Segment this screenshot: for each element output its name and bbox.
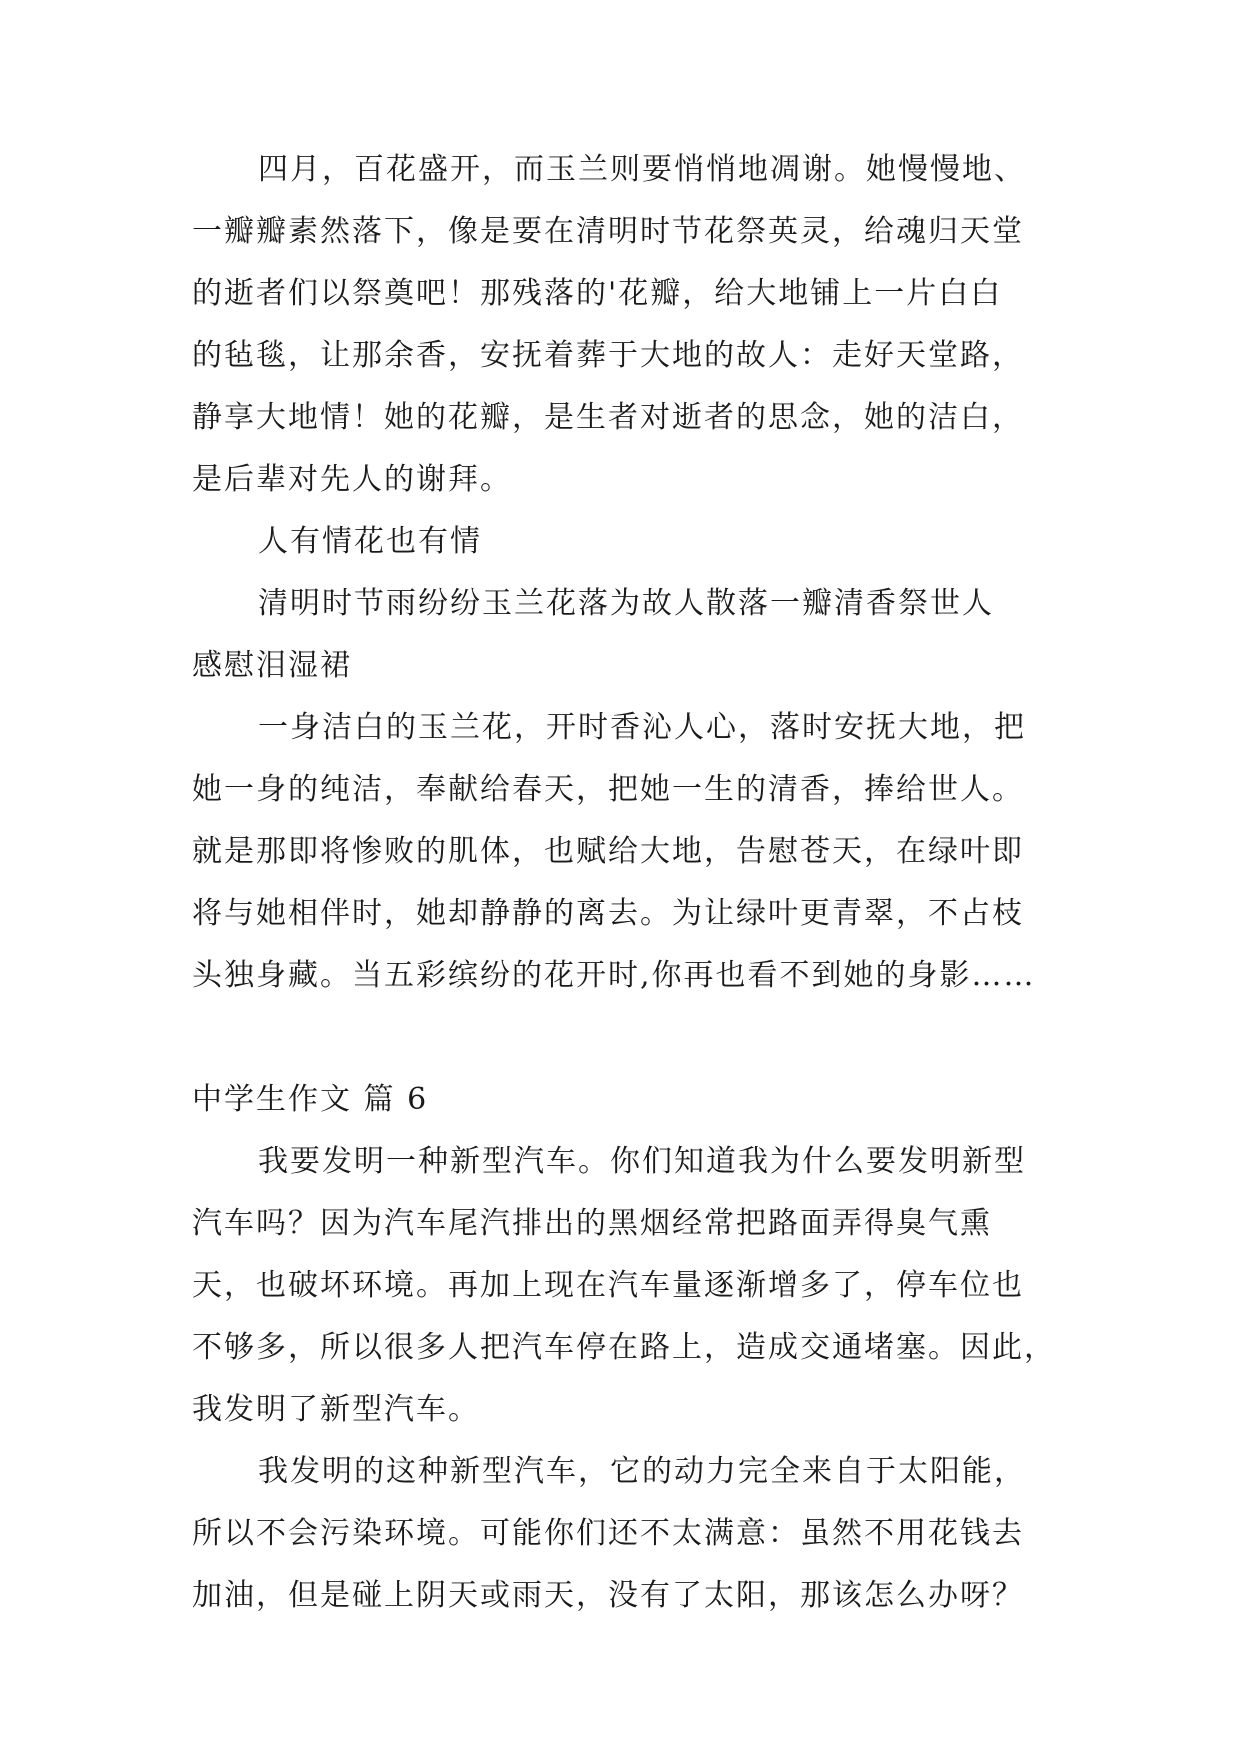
text-line: 我要发明一种新型汽车。你们知道我为什么要发明新型 xyxy=(258,1144,1026,1179)
section-subtitle: 人有情花也有情 xyxy=(258,524,482,559)
text-line: 的逝者们以祭奠吧！那残落的'花瓣，给大地铺上一片白白 xyxy=(192,276,1003,311)
text-line: 天，也破坏环境。再加上现在汽车量逐渐增多了，停车位也 xyxy=(192,1268,1024,1303)
text-line: 头独身藏。当五彩缤纷的花开时,你再也看不到她的身影…… xyxy=(192,958,1036,993)
text-line: 汽车吗？因为汽车尾汽排出的黑烟经常把路面弄得臭气熏 xyxy=(192,1206,992,1241)
text-line: 一身洁白的玉兰花，开时香沁人心，落时安抚大地，把 xyxy=(258,710,1026,745)
text-line: 静享大地情！她的花瓣，是生者对逝者的思念，她的洁白， xyxy=(192,400,1024,435)
text-line: 的毡毯，让那余香，安抚着葬于大地的故人：走好天堂路， xyxy=(192,338,1024,373)
text-line: 一瓣瓣素然落下，像是要在清明时节花祭英灵，给魂归天堂 xyxy=(192,214,1024,249)
text-line: 四月，百花盛开，而玉兰则要悄悄地凋谢。她慢慢地、 xyxy=(258,152,1026,187)
text-line: 感慰泪湿裙 xyxy=(192,648,352,683)
text-line: 加油，但是碰上阴天或雨天，没有了太阳，那该怎么办呀？ xyxy=(192,1578,1024,1613)
text-line: 我发明了新型汽车。 xyxy=(192,1392,480,1427)
text-line: 所以不会污染环境。可能你们还不太满意：虽然不用花钱去 xyxy=(192,1516,1024,1551)
text-line: 将与她相伴时，她却静静的离去。为让绿叶更青翠，不占枝 xyxy=(192,896,1024,931)
section-heading: 中学生作文 篇 6 xyxy=(192,1082,429,1117)
text-line: 我发明的这种新型汽车，它的动力完全来自于太阳能， xyxy=(258,1454,1026,1489)
text-line: 不够多，所以很多人把汽车停在路上，造成交通堵塞。因此， xyxy=(192,1330,1056,1365)
text-line: 清明时节雨纷纷玉兰花落为故人散落一瓣清香祭世人 xyxy=(258,586,994,621)
text-line: 是后辈对先人的谢拜。 xyxy=(192,462,512,497)
text-line: 就是那即将惨败的肌体，也赋给大地，告慰苍天，在绿叶即 xyxy=(192,834,1024,869)
text-line: 她一身的纯洁，奉献给春天，把她一生的清香，捧给世人。 xyxy=(192,772,1024,807)
